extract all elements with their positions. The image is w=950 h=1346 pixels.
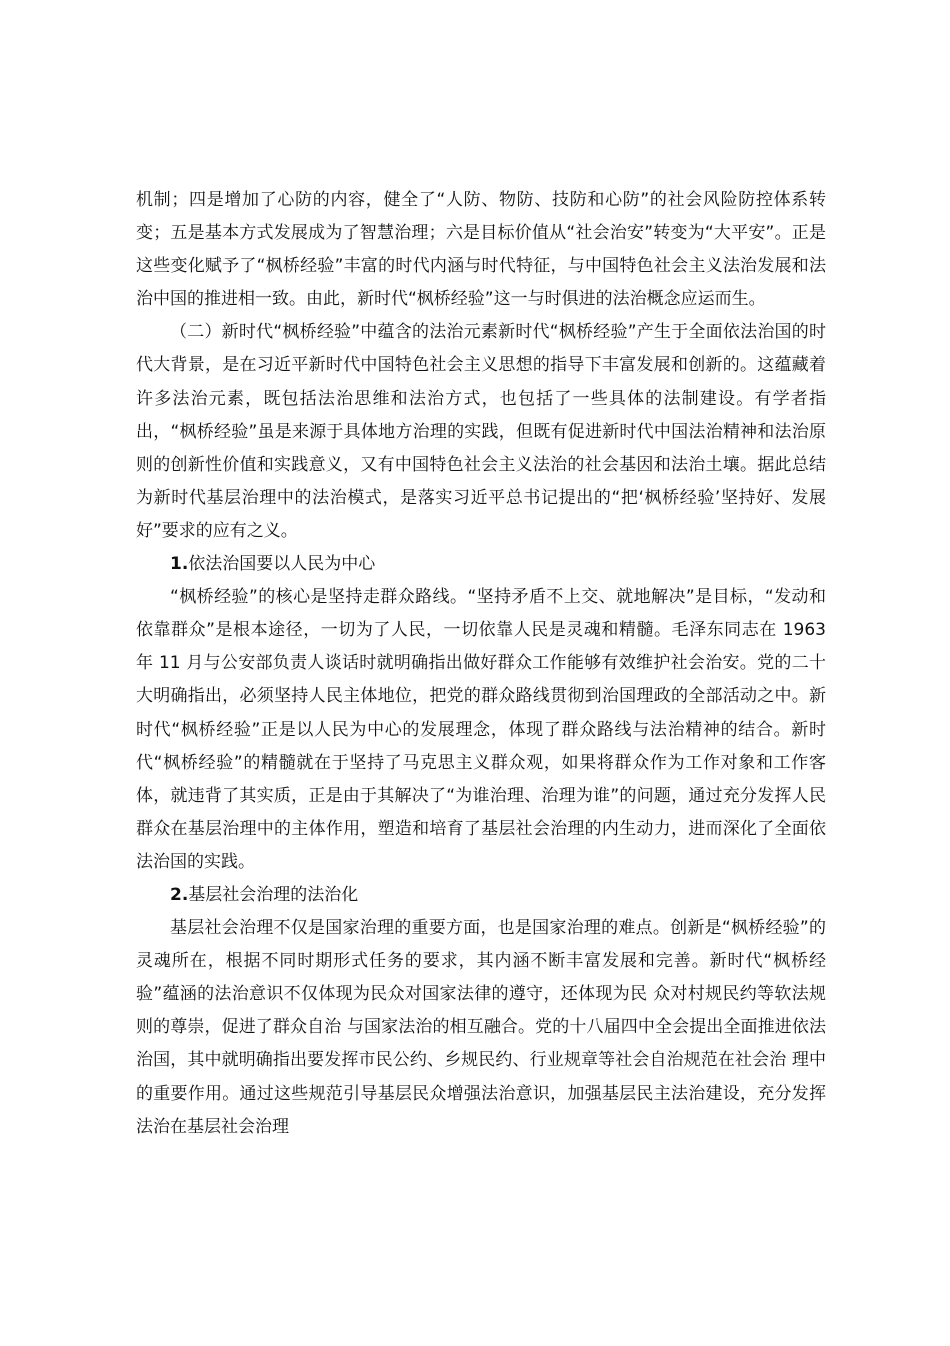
- paragraph-2: （二）新时代“枫桥经验”中蕴含的法治元素新时代“枫桥经验”产生于全面依法治国的时代大背景，是在习近平新时代中国特色社会主义思想的指导下丰富发展和创新的。这蕴藏着许多法治元素，既包括法治思维和法治方式，也包括了一些具体的法制建设。有学者指出，“枫桥经验”虽是来源于具体地方治理的实践，但既有促进新时代中国法治精神和法治原则的创新性价值和实践意义，又有中国特色社会主义法治的社会基因和法治土壤。据此总结为新时代基层治理中的法治模式，是落实习近平总书记提出的“把‘枫桥经验’坚持好、发展好”要求的应有之义。: [136, 322, 826, 541]
- heading-number: 2.: [170, 884, 189, 905]
- section-heading-2: [136, 879, 826, 912]
- document-body: [136, 184, 826, 1144]
- section-heading-1: [136, 548, 826, 581]
- heading-text: 依法治国要以人民为中心: [188, 554, 376, 575]
- paragraph-4: 基层社会治理不仅是国家治理的重要方面，也是国家治理的难点。创新是“枫桥经验”的灵魂所在，根据不同时期形式任务的要求，其内涵不断丰富发展和完善。新时代“枫桥经验”蕴涵的法治意识不仅体现为民众对国家法律的遵守，还体现为民 众对村规民约等软法规则的尊崇，促进了群众自治 与国家法治的相互融合。党的十八届四中全会提出全面推进依法治国，其中就明确指出要发挥市民公约、乡规民约、行业规章等社会自治规范在社会治 理中的重要作用。通过这些规范引导基层民众增强法治意识，加强基层民主法治建设，充分发挥法治在基层社会治理: [136, 918, 826, 1137]
- paragraph-1: 机制；四是增加了心防的内容，健全了“人防、物防、技防和心防”的社会风险防控体系转变；五是基本方式发展成为了智慧治理；六是目标价值从“社会治安”转变为“大平安”。正是这些变化赋予了“枫桥经验”丰富的时代内涵与时代特征，与中国特色社会主义法治发展和法治中国的推进相一致。由此，新时代“枫桥经验”这一与时俱进的法治概念应运而生。: [136, 190, 826, 310]
- heading-text: 基层社会治理的法治化: [188, 884, 359, 905]
- heading-number: 1.: [170, 554, 189, 575]
- paragraph-3: “枫桥经验”的核心是坚持走群众路线。“坚持矛盾不上交、就地解决”是目标，“发动和依靠群众”是根本途径，一切为了人民，一切依靠人民是灵魂和精髓。毛泽东同志在 1963 年 11 月与公安部负责人谈话时就明确指出做好群众工作能够有效维护社会治安。党的二十大明确指出，必须坚持人民主体地位，把党的群众路线贯彻到治国理政的全部活动之中。新时代“枫桥经验”正是以人民为中心的发展理念，体现了群众路线与法治精神的结合。新时代“枫桥经验”的精髓就在于坚持了马克思主义群众观，如果将群众作为工作对象和工作客体，就违背了其实质，正是由于其解决了“为谁治理、治理为谁”的问题，通过充分发挥人民群众在基层治理中的主体作用，塑造和培育了基层社会治理的内生动力，进而深化了全面依法治国的实践。: [136, 587, 826, 872]
